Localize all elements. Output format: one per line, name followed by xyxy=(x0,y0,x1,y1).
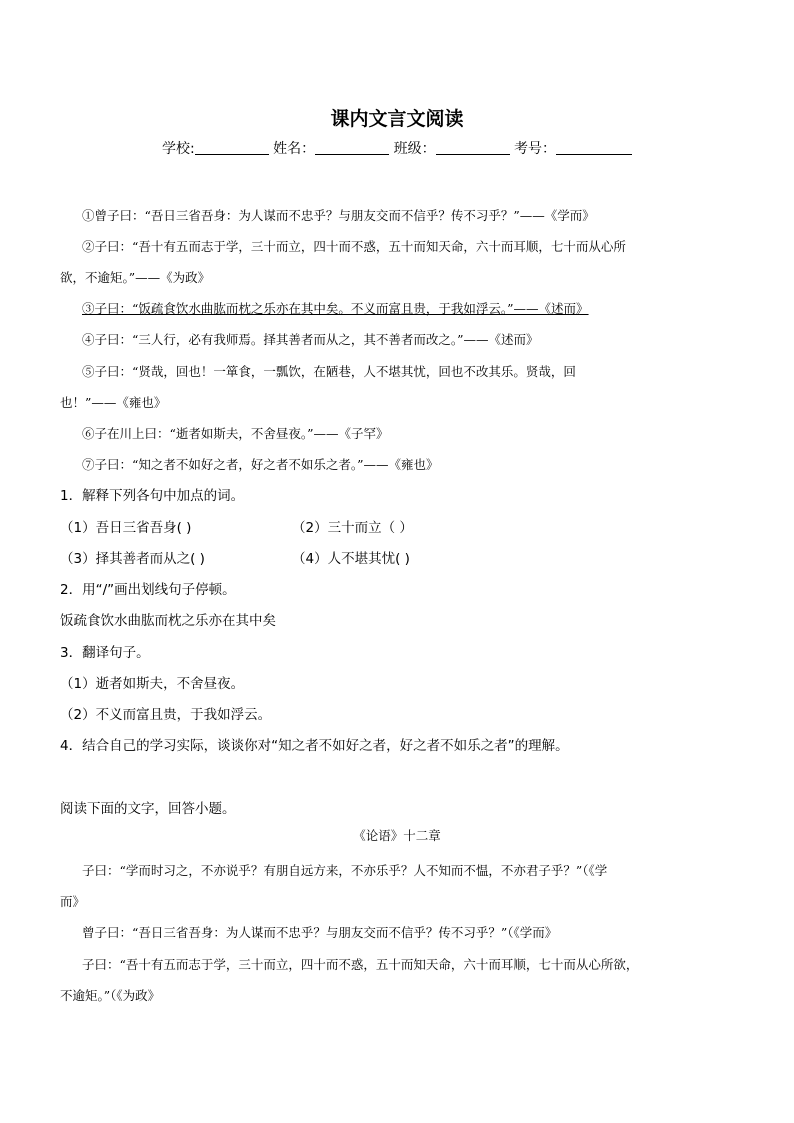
section-2-line-1b: 而》 xyxy=(60,894,86,909)
passage-3-text: ③子曰：“饭疏食饮水曲肱而枕之乐亦在其中矣。不义而富且贵，于我如浮云。”——《述而》 xyxy=(82,301,589,316)
passage-1: ①曾子曰：“吾日三省吾身：为人谋而不忠乎？与朋友交而不信乎？传不习乎？”——《学而》 xyxy=(82,208,595,223)
question-1-row-1 xyxy=(60,518,740,538)
exam-no-blank[interactable] xyxy=(556,140,632,155)
section-2-intro: 阅读下面的文字，回答小题。 xyxy=(60,801,236,817)
class-blank[interactable] xyxy=(436,140,510,155)
exam-no-label: 考号： xyxy=(514,141,557,157)
question-1-item-2: （2）三十而立（ ） xyxy=(292,520,413,536)
class-label: 班级： xyxy=(393,141,436,157)
question-3-item-2: （2）不义而富且贵，于我如浮云。 xyxy=(60,707,272,723)
question-2: 2．用“/”画出划线句子停顿。 xyxy=(60,582,236,598)
school-label: 学校: xyxy=(161,141,195,157)
question-1-item-3: （3）择其善者而从之( ) xyxy=(60,551,205,567)
passage-3 xyxy=(82,299,762,319)
question-4: 4．结合自己的学习实际，谈谈你对“知之者不如好之者，好之者不如乐之者”的理解。 xyxy=(60,738,569,754)
question-2-text: 饭疏食饮水曲肱而枕之乐亦在其中矣 xyxy=(60,613,276,629)
passage-5-line-2: 也！”——《雍也》 xyxy=(60,395,167,410)
student-info-line xyxy=(0,138,794,158)
passage-7: ⑦子曰：“知之者不如好之者，好之者不如乐之者。”——《雍也》 xyxy=(82,457,439,472)
passage-2-line-2: 欲，不逾矩。”——《为政》 xyxy=(60,270,211,285)
question-1-item-1: （1）吾日三省吾身( ) xyxy=(60,520,192,536)
question-3-item-1: （1）逝者如斯夫，不舍昼夜。 xyxy=(60,676,245,692)
section-2-line-2: 曾子曰：“吾日三省吾身：为人谋而不忠乎？与朋友交而不信乎？传不习乎？”（《学而》 xyxy=(82,925,558,940)
question-3: 3．翻译句子。 xyxy=(60,645,150,661)
passage-5-line-1: ⑤子曰：“贤哉，回也！一箪食，一瓢饮，在陋巷，人不堪其忧，回也不改其乐。贤哉，回 xyxy=(82,364,576,379)
section-2-heading: 《论语》十二章 xyxy=(353,828,441,843)
question-1: 1．解释下列各句中加点的词。 xyxy=(60,488,245,504)
name-blank[interactable] xyxy=(315,140,389,155)
passage-2-line-1: ②子曰：“吾十有五而志于学，三十而立，四十而不惑，五十而知天命，六十而耳顺，七十而从心所 xyxy=(82,239,626,254)
page-title: 课内文言文阅读 xyxy=(330,108,464,130)
passage-6: ⑥子在川上曰：“逝者如斯夫，不舍昼夜。”——《子罕》 xyxy=(82,426,389,441)
school-blank[interactable] xyxy=(195,140,269,155)
passage-4: ④子曰：“三人行，必有我师焉。择其善者而从之，其不善者而改之。”——《述而》 xyxy=(82,332,539,347)
question-1-item-4: （4）人不堪其忧( ) xyxy=(292,551,410,567)
section-2-line-3a: 子曰：“吾十有五而志于学，三十而立，四十而不惑，五十而知天命，六十而耳顺，七十而从心所欲， xyxy=(82,957,639,972)
section-2-line-1a: 子曰：“学而时习之，不亦说乎？有朋自远方来，不亦乐乎？人不知而不愠，不亦君子乎？”（《学 xyxy=(82,863,608,878)
name-label: 姓名： xyxy=(273,141,316,157)
question-1-row-2 xyxy=(60,549,740,569)
section-2-line-3b: 不逾矩。”（《为政》 xyxy=(60,988,161,1003)
